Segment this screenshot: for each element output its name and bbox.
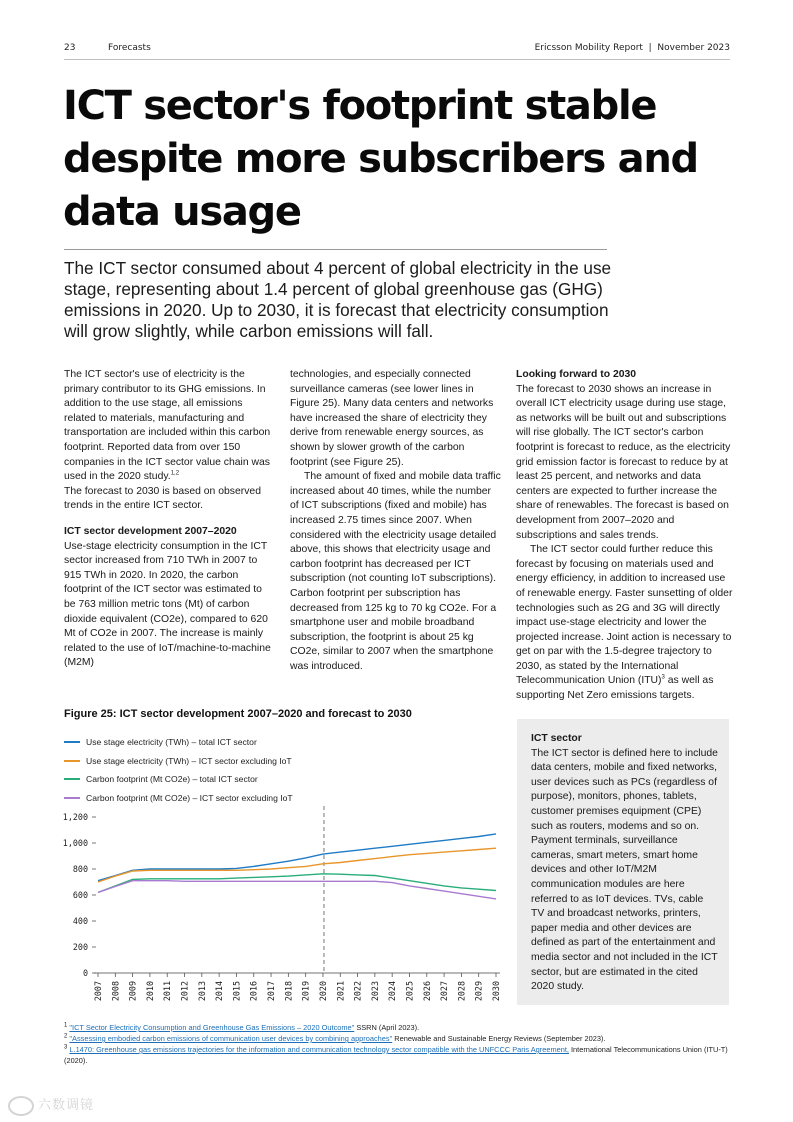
x-tick-label: 2008 <box>110 981 121 1002</box>
x-tick-label: 2020 <box>317 981 328 1002</box>
x-tick-label: 2011 <box>162 981 173 1002</box>
x-tick-label: 2023 <box>369 981 380 1002</box>
footnote-1: $^1$ "ICT Sector Electricity Consumption and Greenhouse Gas Emissions – 2020 Outcome" SSRN (April 2023). <box>64 1022 420 1032</box>
col1-paragraph-3: Use-stage electricity consumption in the ICT sector increased from 710 TWh in 2007 to 915 TWh in 2020. In 2020, the carbon footprint of the ICT sector was estimated to be 763 million metric tons (Mt) of carbon dioxide equivalent (CO2e), compared to 620 Mt of CO2e in 2007. The increase is mainly related to the use of IoT/machine-to-machine (M2M) <box>64 540 271 669</box>
x-tick-label: 2007 <box>93 981 103 1002</box>
report-name: Ericsson Mobility Report | November 2023 <box>534 43 730 53</box>
column-2 <box>290 368 502 674</box>
sidebar-body: The ICT sector is defined here to include data centers, mobile and fixed networks, user devices such as PCs (regardless of purpose), monitors, phones, tablets, customer premises equipment (CPE) such as routers, modems and so on. Payment terminals, surveillance cameras, smart meters, smart home devices and other IoT/M2M communication modules are here referred to as IoT devices. TVs, cable TV and broadcast networks, printers, paper media and other devices are defined as part of the entertainment and media sector and not included in the ICT sector, but are estimated in the cited 2020 study. <box>531 747 718 993</box>
lead-paragraph: The ICT sector consumed about 4 percent of global electricity in the use stage, representing about 1.4 percent of global greenhouse gas (GHG) emissions in 2020. Up to 2030, it is forecast that electricity consumption will grow slightly, while carbon emissions will fall. <box>64 258 612 341</box>
footnote-3: $^3$ L.1470: Greenhouse gas emissions trajectories for the information and communication technology sector compatible with the UNFCCC Paris Agreement, International Telecommunications Union (ITU-T) (2020). <box>64 1044 728 1065</box>
col3-heading: Looking forward to 2030 <box>516 369 637 380</box>
x-tick-label: 2027 <box>439 981 450 1002</box>
x-tick-label: 2029 <box>473 981 484 1002</box>
col3-paragraph-2: The ICT sector could further reduce this forecast by focusing on materials used and energy efficiency, in addition to increased use of renewable energy. Faster sunsetting of older technologies such as 2G and 3G will directly impact use-stage electricity and lower the projected increase. Joint action is necessary to get on par with the 1.5-degree trajectory to 2030, as stated by the International Telecommunication Union (ITU)$^3$ as well as supporting Net Zero emissions targets. <box>516 544 733 702</box>
x-tick-label: 2030 <box>491 981 501 1002</box>
y-tick-label: 600 <box>72 890 88 900</box>
page-title: ICT sector's footprint stable despite more subscribers and data usage <box>63 83 698 235</box>
col2-paragraph-2: The amount of fixed and mobile data traffic increased about 40 times, while the number of ICT subscriptions (fixed and mobile) has increased 2.75 times since 2007. When considered with the electricity usage detailed above, this shows that electricity usage and carbon footprint has decreased per ICT subscription (not counting IoT subscriptions). Carbon footprint per subscription has decreased from 125 kg to 70 kg CO2e. For a smartphone user and mobile broadband subscription, the footprint is about 25 kg CO2e, similar to 2007 when the smartphone was introduced. <box>290 471 501 672</box>
sidebar-heading: ICT sector <box>531 733 582 744</box>
y-tick-label: 400 <box>72 916 88 926</box>
x-tick-label: 2016 <box>248 981 259 1002</box>
legend-swatch-0 <box>64 741 80 743</box>
x-tick-label: 2017 <box>266 981 277 1002</box>
footnote-2: $^2$ "Assessing embodied carbon emissions of communication user devices by combining approaches" Renewable and Sustainable Energy Reviews (September 2023). <box>64 1033 606 1043</box>
legend-item: Carbon footprint (Mt CO2e) – total ICT sector <box>64 770 404 789</box>
legend-swatch-3 <box>64 797 80 799</box>
line-chart <box>60 800 510 1015</box>
x-tick-label: 2028 <box>456 981 467 1002</box>
column-1 <box>64 368 276 671</box>
col1-heading: ICT sector development 2007–2020 <box>64 525 237 537</box>
col1-paragraph-2: The forecast to 2030 is based on observed trends in the entire ICT sector. <box>64 485 261 512</box>
footnote-ref: 1,2 <box>170 470 180 477</box>
x-tick-label: 2013 <box>196 981 207 1002</box>
title-divider <box>64 249 607 250</box>
y-tick-label: 800 <box>72 864 88 874</box>
y-tick-label: 200 <box>72 942 88 952</box>
series-line-1 <box>98 848 496 882</box>
footnote-link-1[interactable]: "ICT Sector Electricity Consumption and Greenhouse Gas Emissions – 2020 Outcome" <box>69 1023 355 1032</box>
x-tick-label: 2022 <box>352 981 363 1002</box>
x-tick-label: 2015 <box>231 981 242 1002</box>
y-tick-label: 1,000 <box>62 838 88 848</box>
watermark: 六数调镜 <box>8 1094 94 1116</box>
col2-paragraph-1: technologies, and especially connected surveillance cameras (see lower lines in Figure 25). Many data centers and networks have increased the share of electricity they derive from renewable energy sources, as shown by slower growth of the carbon footprint (see Figure 25). <box>290 369 494 468</box>
legend-item: Use stage electricity (TWh) – total ICT sector <box>64 733 404 752</box>
ict-sector-sidebar <box>517 719 729 1005</box>
section-name: Forecasts <box>108 43 151 53</box>
footnotes <box>64 1022 744 1066</box>
col1-paragraph-1: The ICT sector's use of electricity is the primary contributor to its GHG emissions. In addition to the use stage, all emissions related to materials, manufacturing and transportation are included within this carbon footprint. Reported data from over 150 companies in the ICT sector value chain was used in the 2020 study.$^{1,2}$ <box>64 369 271 483</box>
x-tick-label: 2026 <box>421 981 432 1002</box>
x-tick-label: 2010 <box>144 981 155 1002</box>
col3-paragraph-1: The forecast to 2030 shows an increase in overall ICT electricity usage during use stage, as networks will be built out and subscriptions will rise globally. The ICT sector's carbon footprint is forecast to reduce, as the electricity grid emission factor is forecast to reduce by at least 25 percent, and networks and data centers are expected to further increase the share of renewables. The forecast is based on development from 2007–2020 and subscriptions and sales trends. <box>516 383 731 541</box>
figure-title: Figure 25: ICT sector development 2007–2020 and forecast to 2030 <box>64 708 412 720</box>
page-number: 23 <box>64 43 76 53</box>
series-line-0 <box>98 834 496 881</box>
column-3 <box>516 368 734 704</box>
legend-swatch-1 <box>64 760 80 762</box>
x-tick-label: 2009 <box>127 981 138 1002</box>
x-tick-label: 2018 <box>283 981 294 1002</box>
y-tick-label: 1,200 <box>62 812 88 822</box>
legend-swatch-2 <box>64 778 80 780</box>
y-tick-label: 0 <box>82 968 88 978</box>
x-tick-label: 2025 <box>404 981 415 1002</box>
legend-item: Use stage electricity (TWh) – ICT sector excluding IoT <box>64 752 404 771</box>
footnote-link-2[interactable]: "Assessing embodied carbon emissions of communication user devices by combining approaches" <box>69 1034 393 1043</box>
header-divider <box>64 59 730 60</box>
x-tick-label: 2019 <box>300 981 311 1002</box>
x-tick-label: 2024 <box>387 981 398 1002</box>
chart-legend <box>64 733 404 807</box>
series-line-3 <box>98 881 496 899</box>
footnote-link-3[interactable]: L.1470: Greenhouse gas emissions trajectories for the information and communication technology sector compatible with the UNFCCC Paris Agreement, <box>69 1045 569 1054</box>
footnote-ref: 3 <box>661 675 665 681</box>
watermark-logo-icon <box>8 1096 34 1116</box>
legend-item: Carbon footprint (Mt CO2e) – ICT sector excluding IoT <box>64 789 404 808</box>
x-tick-label: 2014 <box>214 981 225 1002</box>
x-tick-label: 2021 <box>335 981 346 1002</box>
x-tick-label: 2012 <box>179 981 190 1002</box>
